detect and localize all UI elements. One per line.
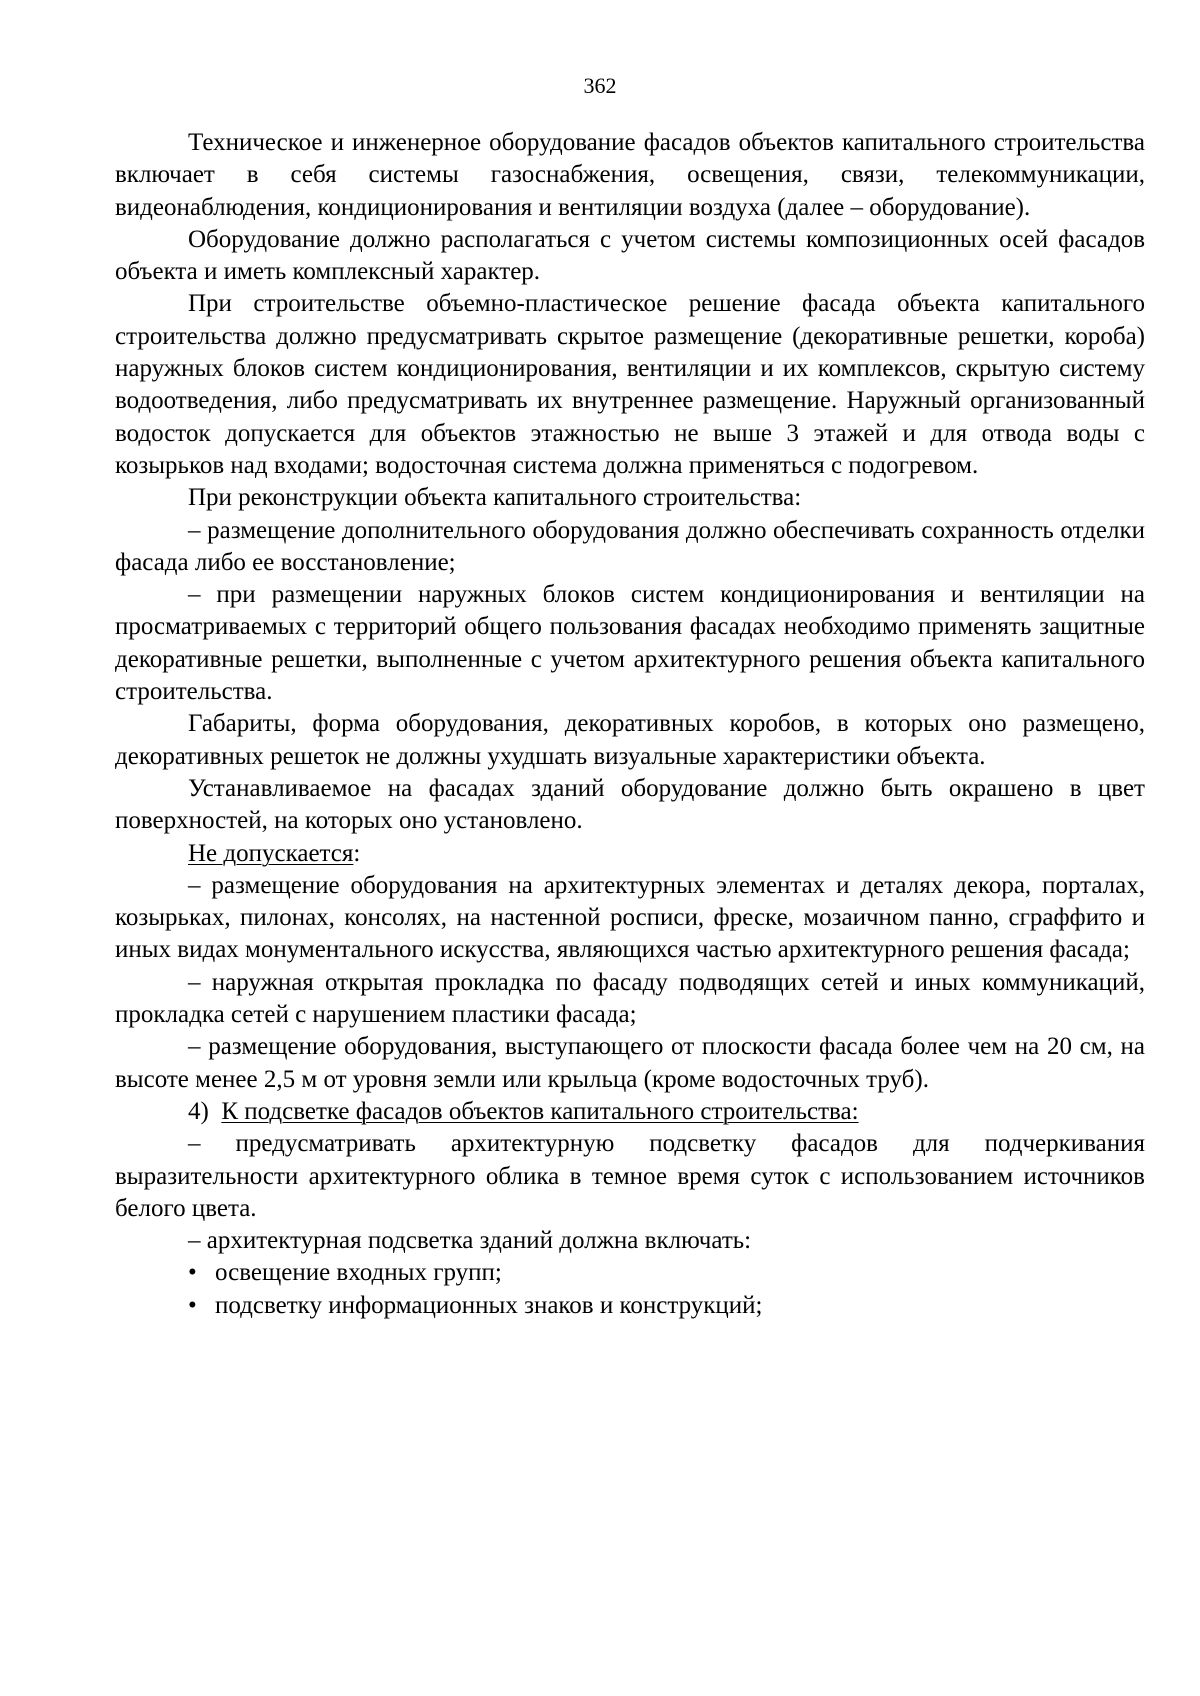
paragraph-equipment-placement: Оборудование должно располагаться с учетом системы композиционных осей фасадов объекта и иметь комплексный характер. (115, 225, 1145, 286)
section-4-heading-line (115, 1096, 1145, 1128)
paragraph-painting: Устанавливаемое на фасадах зданий оборудование должно быть окрашено в цвет поверхностей, на которых оно установлено. (115, 774, 1145, 835)
bullet-dot: • (188, 1259, 197, 1287)
not-allowed-item: – размещение оборудования, выступающего от плоскости фасада более чем на 20 см, на высоте менее 2,5 м от уровня земли или крыльца (кроме водосточных труб). (115, 1033, 1145, 1093)
bullet-text: подсветку информационных знаков и конструкций; (215, 1291, 763, 1319)
section-4-item: – предусматривать архитектурную подсветку фасадов для подчеркивания выразительности архитектурного облика в темное время суток с использованием источников белого цвета. (115, 1130, 1145, 1222)
bullet-dot: • (188, 1291, 197, 1319)
section-4-bullet-list (115, 1257, 1145, 1322)
paragraph-reconstruction-item-1: – размещение дополнительного оборудования должно обеспечивать сохранность отделки фасада либо ее восстановление; (115, 516, 1145, 576)
not-allowed-heading-line (115, 838, 1145, 870)
bullet-item (115, 1290, 1145, 1322)
not-allowed-heading: Не допускается (188, 839, 354, 867)
section-4-number: 4) (188, 1097, 209, 1125)
paragraph-reconstruction-item-2: – при размещении наружных блоков систем кондиционирования и вентиляции на просматриваемых с территорий общего пользования фасадах необходимо применять защитные декоративные решетки, выполненные с учетом архитектурного решения объекта капитального строительства. (115, 581, 1145, 706)
section-4-heading: К подсветке фасадов объектов капитального строительства: (221, 1097, 859, 1125)
not-allowed-colon: : (353, 839, 361, 867)
paragraph-construction: При строительстве объемно-пластическое решение фасада объекта капитального строительства должно предусматривать скрытое размещение (декоративные решетки, короба) наружных блоков систем кондиционирования, вентиляции и их комплексов, скрытую систему водоотведения, либо предусматривать их внутреннее размещение. Наружный организованный водосток допускается для объектов этажностью не выше 3 этажей и для отвода воды с козырьков над входами; водосточная система должна применяться с подогревом. (115, 290, 1145, 479)
paragraph-reconstruction-intro: При реконструкции объекта капитального строительства: (188, 484, 802, 512)
paragraph-dimensions: Габариты, форма оборудования, декоративных коробов, в которых оно размещено, декоративных решеток не должны ухудшать визуальные характеристики объекта. (115, 710, 1145, 770)
paragraph-equipment-definition: Техническое и инженерное оборудование фасадов объектов капитального строительства включает в себя системы газоснабжения, освещения, связи, телекоммуникации, видеонаблюдения, кондиционирования и вентиляции воздуха (далее – оборудование). (115, 129, 1145, 221)
not-allowed-item: – размещение оборудования на архитектурных элементах и деталях декора, порталах, козырьках, пилонах, консолях, на настенной росписи, фреске, мозаичном панно, сграффито и иных видах монументального искусства, являющихся частью архитектурного решения фасада; (115, 871, 1145, 964)
bullet-item (115, 1257, 1145, 1289)
page-number: 362 (583, 73, 617, 98)
not-allowed-item: – наружная открытая прокладка по фасаду подводящих сетей и иных коммуникаций, прокладка сетей с нарушением пластики фасада; (115, 968, 1145, 1029)
section-4-item: – архитектурная подсветка зданий должна включать: (188, 1227, 752, 1255)
page-content (115, 127, 1145, 1322)
bullet-text: освещение входных групп; (215, 1259, 502, 1287)
